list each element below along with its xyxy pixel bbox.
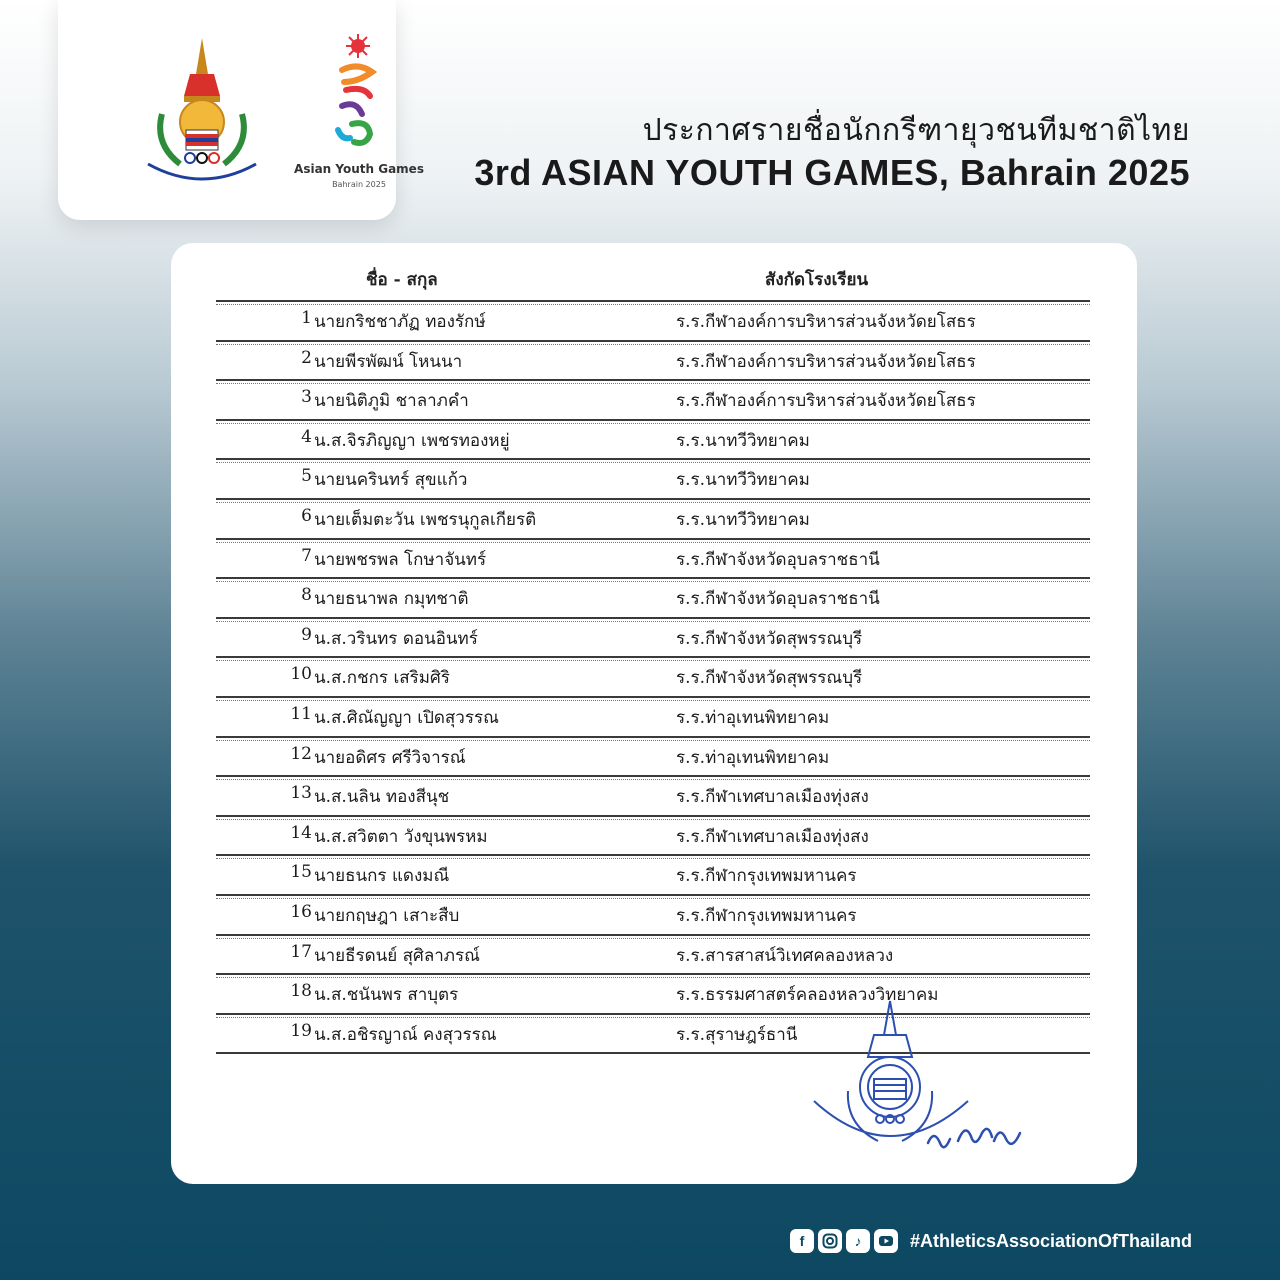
athlete-name: นายกริชชาภัฏ ทองรักษ์ [314, 312, 486, 332]
athlete-name: นายนครินทร์ สุขแก้ว [314, 470, 468, 491]
row-number: 19 [290, 1020, 312, 1041]
row-number: 9 [301, 624, 312, 645]
athlete-name: นายกฤษฎา เสาะสืบ [314, 906, 460, 926]
athlete-name: น.ส.ศิณัญญา เปิดสุวรรณ [314, 708, 499, 728]
row-number: 5 [301, 466, 312, 487]
athlete-name: น.ส.กชกร เสริมศิริ [314, 668, 450, 689]
athlete-name: น.ส.จิรภิญญา เพชรทองหยู่ [314, 430, 510, 451]
school-name: ร.ร.สุราษฎร์ธานี [676, 1024, 798, 1045]
athlete-name: นายธนกร แดงมณี [314, 866, 450, 887]
athlete-name: น.ส.นลิน ทองสีนุช [314, 787, 450, 808]
school-name: ร.ร.กีฬาจังหวัดอุบลราชธานี [676, 549, 880, 570]
hashtag[interactable]: #AthleticsAssociationOfThailand [910, 1230, 1193, 1251]
school-name: ร.ร.กีฬาเทศบาลเมืองทุ่งสง [676, 787, 869, 808]
athlete-name: น.ส.สวิตตา วังขุนพรหม [314, 826, 488, 847]
school-name: ร.ร.กีฬาจังหวัดสุพรรณบุรี [676, 628, 863, 649]
row-number: 6 [301, 506, 312, 526]
youtube-icon[interactable] [874, 1229, 898, 1253]
row-number: 18 [290, 981, 312, 1002]
row-number: 17 [290, 941, 312, 962]
official-stamp-icon [808, 995, 1028, 1167]
athlete-name: นายพีรพัฒน์ โหนนา [314, 351, 463, 372]
school-name: ร.ร.กีฬาองค์การบริหารส่วนจังหวัดยโสธร [676, 312, 976, 332]
logo-card [58, 0, 424, 220]
table-header [0, 266, 1280, 296]
row-number: 15 [290, 862, 312, 883]
column-header-school: สังกัดโรงเรียน [765, 270, 869, 290]
row-number: 7 [301, 545, 312, 566]
tiktok-icon[interactable]: ♪ [846, 1229, 870, 1253]
instagram-icon[interactable] [818, 1229, 842, 1253]
school-name: ร.ร.นาทวีวิทยาคม [676, 510, 810, 530]
school-name: ร.ร.กีฬากรุงเทพมหานคร [676, 906, 857, 926]
footer [790, 1226, 1192, 1256]
school-name: ร.ร.กีฬากรุงเทพมหานคร [676, 866, 857, 887]
athlete-name: นายธนาพล กมุทชาติ [314, 589, 469, 610]
school-name: ร.ร.กีฬาจังหวัดสุพรรณบุรี [676, 668, 863, 689]
school-name: ร.ร.นาทวีวิทยาคม [676, 470, 810, 491]
ayg-name: Asian Youth Games [294, 162, 424, 176]
row-number: 4 [301, 426, 312, 447]
page-title-thai: ประกาศรายชื่อนักกรีฑายุวชนทีมชาติไทย [642, 113, 1190, 148]
school-name: ร.ร.กีฬาจังหวัดอุบลราชธานี [676, 589, 880, 610]
row-number: 3 [301, 387, 312, 408]
row-number: 10 [290, 664, 312, 685]
column-header-name: ชื่อ - สกุล [366, 270, 438, 290]
row-number: 12 [290, 743, 312, 764]
school-name: ร.ร.ธรรมศาสตร์คลองหลวงวิทยาคม [676, 985, 939, 1006]
athlete-name: นายเต็มตะวัน เพชรนุกูลเกียรติ [314, 510, 537, 530]
school-name: ร.ร.ท่าอุเทนพิทยาคม [676, 708, 830, 728]
row-number: 13 [290, 783, 312, 804]
row-number: 1 [301, 308, 312, 328]
athletics-association-seal-icon [140, 34, 264, 190]
athlete-name: นายอดิศร ศรีวิจารณ์ [314, 747, 466, 768]
row-number: 8 [301, 585, 312, 606]
ayg-subtitle: Bahrain 2025 [332, 180, 386, 189]
row-number: 2 [301, 347, 312, 368]
athlete-name: น.ส.ชนันพร สาบุตร [314, 985, 459, 1006]
athlete-name: นายพชรพล โกษาจันทร์ [314, 549, 487, 570]
athlete-name: นายธีรดนย์ สุศิลาภรณ์ [314, 945, 480, 966]
page-title-english: 3rd ASIAN YOUTH GAMES, Bahrain 2025 [474, 152, 1190, 193]
school-name: ร.ร.นาทวีวิทยาคม [676, 430, 810, 451]
row-number: 11 [290, 704, 312, 724]
school-name: ร.ร.สารสาสน์วิเทศคลองหลวง [676, 945, 894, 966]
school-name: ร.ร.ท่าอุเทนพิทยาคม [676, 747, 830, 768]
asian-youth-games-emblem-icon [328, 34, 388, 154]
row-number: 14 [290, 822, 312, 843]
facebook-icon[interactable]: f [790, 1229, 814, 1253]
school-name: ร.ร.กีฬาองค์การบริหารส่วนจังหวัดยโสธร [676, 391, 976, 412]
school-name: ร.ร.กีฬาองค์การบริหารส่วนจังหวัดยโสธร [676, 351, 976, 372]
school-name: ร.ร.กีฬาเทศบาลเมืองทุ่งสง [676, 826, 869, 847]
athlete-name: น.ส.วรินทร ดอนอินทร์ [314, 628, 478, 649]
row-number: 16 [290, 902, 312, 922]
athlete-name: น.ส.อชิรญาณ์ คงสุวรรณ [314, 1024, 497, 1045]
athlete-name: นายนิติภูมิ ชาลาภคำ [314, 391, 469, 412]
